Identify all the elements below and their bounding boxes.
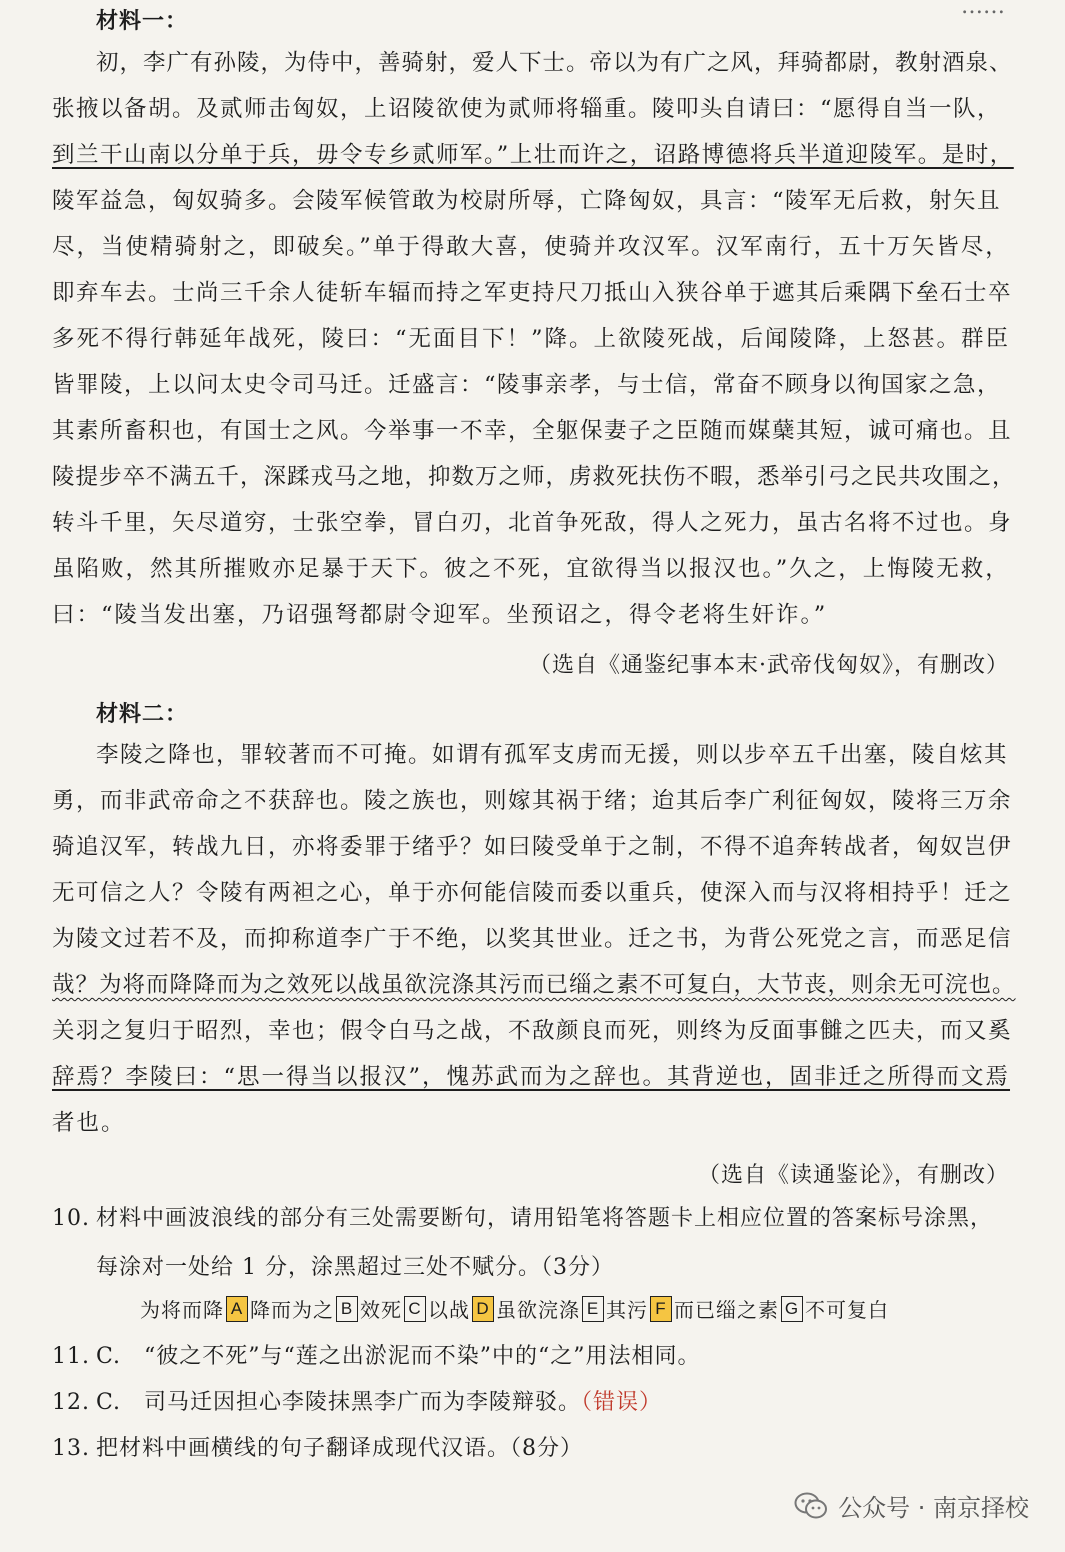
segment-7: 而已缁之素 (674, 1298, 779, 1322)
question-13 (52, 1434, 583, 1464)
m1-line-9: 其素所畜积也，有国士之风。今举事一不幸，全躯保妻子之臣随而媒蘖其短，诚可痛也。且 (52, 418, 1013, 444)
m1-line-6: 即弃车去。士尚三千余人徒斩车辐而持之军吏持尺刀抵山入狭谷单于遮其后乘隅下垒石士卒 (52, 280, 1013, 306)
choice-box-a[interactable]: A (226, 1296, 248, 1322)
question-10-text: 材料中画波浪线的部分有三处需要断句，请用铅笔将答题卡上相应位置的答案标号涂黑， (96, 1206, 994, 1231)
question-12-text: C. 司马迁因担心李陵抹黑李广而为李陵辩驳。 (96, 1390, 582, 1415)
wechat-icon (794, 1492, 828, 1520)
m1-line-4: 陵军益急，匈奴骑多。会陵军候管敢为校尉所辱，亡降匈奴，具言：“陵军无后救，射矢且 (52, 188, 1002, 214)
m1-line-11: 转斗千里，矢尽道穷，士张空拳，冒白刃，北首争死敌，得人之死力，虽古名将不过也。身 (52, 510, 1013, 536)
m1-line-2: 张掖以备胡。及贰师击匈奴，上诏陵欲使为贰师将辎重。陵叩头自请曰：“愿得自当一队， (52, 96, 1002, 122)
footer-label: 公众号 · 南京择校 (838, 1494, 1029, 1522)
error-annotation: （错误） (581, 1390, 663, 1415)
m1-line-13: 曰：“陵当发出塞，乃诏强弩都尉令迎军。坐预诏之，得令老将生奸诈。” (52, 602, 828, 628)
question-11-number: 11. (52, 1344, 90, 1369)
m2-line-8: 辞焉？李陵曰：“思一得当以报汉”，愧苏武而为之辞也。其背逆也，固非迁之所得而文焉 (52, 1064, 1011, 1090)
question-13-number: 13. (52, 1436, 90, 1461)
m2-line-6: 哉？为将而降降而为之效死以战虽欲浣涤其污而已缁之素不可复白，大节丧，则余无可浣也。 (52, 972, 1016, 998)
segment-5: 虽欲浣涤 (496, 1298, 580, 1322)
m1-line-5: 尽，当使精骑射之，即破矣。”单于得敢大喜，使骑并攻汉军。汉军南行，五十万矢皆尽， (52, 234, 1010, 260)
m2-line-2: 勇，而非武帝命之不获辞也。陵之族也，则嫁其祸于绪；迨其后李广利征匈奴，陵将三万余 (52, 788, 1013, 814)
m1-line-8: 皆罪陵，上以问太史令司马迁。迁盛言：“陵事亲孝，与士信，常奋不顾身以徇国家之急， (52, 372, 1002, 398)
material2-source: （选自《读通鉴论》，有删改） (697, 1163, 1009, 1188)
breakpoint-choices (140, 1294, 889, 1323)
choice-box-c[interactable]: C (404, 1296, 426, 1322)
choice-box-d[interactable]: D (472, 1296, 494, 1322)
m2-line-1: 李陵之降也，罪较著而不可掩。如谓有孤军支虏而无援，则以步卒五千出塞，陵自炫其 (96, 742, 1009, 768)
question-11 (52, 1342, 701, 1372)
question-10-number: 10. (52, 1206, 90, 1231)
top-fragment: …… (961, 0, 1005, 19)
segment-3: 效死 (360, 1298, 402, 1322)
m2-line-5: 为陵文过若不及，而抑称道李广于不绝，以奖其世业。迁之书，为背公死党之言，而恶足信 (52, 926, 1013, 952)
segment-4: 以战 (428, 1298, 470, 1322)
m1-line-1: 初，李广有孙陵，为侍中，善骑射，爱人下士。帝以为有广之风，拜骑都尉，教射酒泉、 (96, 50, 1013, 76)
choice-box-e[interactable]: E (582, 1296, 604, 1322)
material2-heading: 材料二： (96, 701, 189, 727)
m2-line-4: 无可信之人？令陵有两袒之心，单于亦何能信陵而委以重兵，使深入而与汉将相持乎！迁之 (52, 880, 1013, 906)
question-10-text-2: 每涂对一处给 1 分，涂黑超过三处不赋分。（3分） (96, 1255, 614, 1280)
segment-8: 不可复白 (805, 1298, 889, 1322)
wechat-footer (794, 1488, 1029, 1523)
m1-line-7: 多死不得行韩延年战死，陵曰：“无面目下！”降。上欲陵死战，后闻陵降，上怒甚。群臣 (52, 326, 1011, 352)
segment-6: 其污 (606, 1298, 648, 1322)
material1-source: （选自《通鉴纪事本末·武帝伐匈奴》，有删改） (529, 653, 1009, 678)
segment-2: 降而为之 (250, 1298, 334, 1322)
question-12 (52, 1388, 662, 1418)
m2-line-3: 骑追汉军，转战九日，亦将委罪于绪乎？如曰陵受单于之制，不得不追奔转战者，匈奴岂伊 (52, 834, 1013, 860)
m1-line-12: 虽陷败，然其所摧败亦足暴于天下。彼之不死，宜欲得当以报汉也。”久之，上悔陵无救， (52, 556, 1010, 582)
question-12-number: 12. (52, 1390, 90, 1415)
choice-box-b[interactable]: B (336, 1296, 358, 1322)
question-11-text: C. “彼之不死”与“莲之出淤泥而不染”中的“之”用法相同。 (96, 1344, 701, 1369)
choice-box-g[interactable]: G (781, 1296, 803, 1322)
m1-line-10: 陵提步卒不满五千，深蹂戎马之地，抑数万之师，虏救死扶伤不暇，悉举引弓之民共攻围之， (52, 464, 1016, 490)
question-13-text: 把材料中画横线的句子翻译成现代汉语。（8分） (96, 1436, 583, 1461)
choice-box-f[interactable]: F (650, 1296, 672, 1322)
material1-heading: 材料一： (96, 8, 189, 34)
question-10 (52, 1204, 993, 1234)
segment-1: 为将而降 (140, 1298, 224, 1322)
m2-line-7: 关羽之复归于昭烈，幸也；假令白马之战，不敌颜良而死，则终为反面事雠之匹夫，而又奚 (52, 1018, 1013, 1044)
m1-line-3: 到兰干山南以分单于兵，毋令专乡贰师军。”上壮而许之，诏路博德将兵半道迎陵军。是时， (52, 142, 1014, 168)
m2-line-9: 者也。 (52, 1110, 126, 1136)
